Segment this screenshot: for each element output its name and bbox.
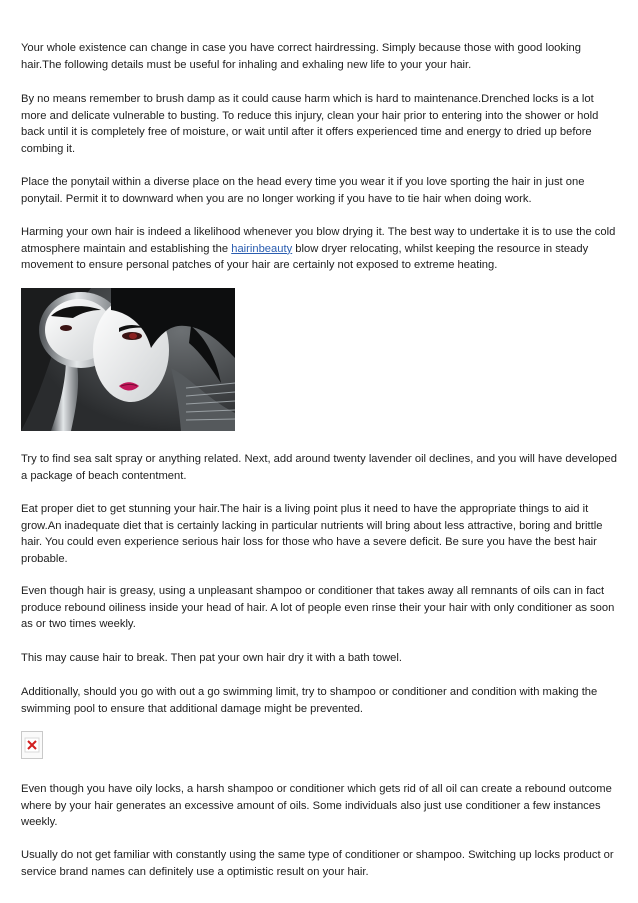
broken-image-placeholder bbox=[21, 731, 43, 759]
paragraph-4-text-start: Harming your own hair is indeed a likelihood whenever you blow drying it. The best way to undertake it is to use the cold atmosphere maintain and establishing the bbox=[21, 226, 616, 255]
hair-mirror-photo bbox=[21, 288, 235, 431]
paragraph-7: Even though hair is greasy, using a unpleasant shampoo or conditioner that takes away all remnants of oils can in fact produce rebound oiliness inside your head of hair. A lot of people even rinse their your hair with only conditioner as soon as or two times weekly. bbox=[21, 585, 615, 630]
hair-mirror-illustration bbox=[21, 288, 235, 431]
paragraph-5: Try to find sea salt spray or anything related. Next, add around twenty lavender oil declines, and you will have developed a package of beach contentment. bbox=[21, 453, 617, 482]
paragraph-8: This may cause hair to break. Then pat your own hair dry it with a bath towel. bbox=[21, 652, 402, 664]
paragraph-2: By no means remember to brush damp as it could cause harm which is hard to maintenance.Drenched locks is a lot more and delicate vulnerable to busting. To reduce this injury, clean your hair prior to entering into the shower or hold back until it is completely free of moisture, or wait until after it offers experienced time and energy to dried up before combing it. bbox=[21, 93, 599, 155]
paragraph-1: Your whole existence can change in case you have correct hairdressing. Simply because those with good looking hair.The following details must be useful for inhaling and exhaling new life to your your hair. bbox=[21, 42, 581, 71]
paragraph-11: Usually do not get familiar with constantly using the same type of conditioner or shampoo. Switching up locks product or service brand names can definitely use a optimistic result on your hair. bbox=[21, 849, 614, 878]
hairinbeauty-link[interactable]: hairinbeauty bbox=[231, 242, 293, 255]
paragraph-10: Even though you have oily locks, a harsh shampoo or conditioner which gets rid of all oil can create a rebound outcome where by your hair generates an excessive amount of oils. Some individuals also just use conditioner a few instances weekly. bbox=[21, 783, 612, 828]
broken-image-icon bbox=[22, 732, 42, 758]
paragraph-9: Additionally, should you go with out a go swimming limit, try to shampoo or conditioner and condition with making the swimming pool to ensure that additional damage might be prevented. bbox=[21, 686, 598, 715]
paragraph-6: Eat proper diet to get stunning your hair.The hair is a living point plus it need to have the appropriate things to aid it grow.An inadequate diet that is certainly lacking in particular nutrients will bring about less attractive, boring and brittle hair. You could even experience serious hair loss for those who have a severe deficit. Be sure you have the best hair probable. bbox=[21, 503, 603, 565]
paragraph-3: Place the ponytail within a diverse place on the head every time you wear it if you love sporting the hair in just one ponytail. Permit it to downward when you are no longer working if you have to tie hair when doing work. bbox=[21, 176, 585, 205]
paragraph-4 bbox=[21, 224, 621, 274]
paragraph-4-text-end: blow dryer relocating, whilst keeping the resource in steady movement to ensure personal patches of your hair are certainly not exposed to extreme heating. bbox=[21, 242, 589, 271]
